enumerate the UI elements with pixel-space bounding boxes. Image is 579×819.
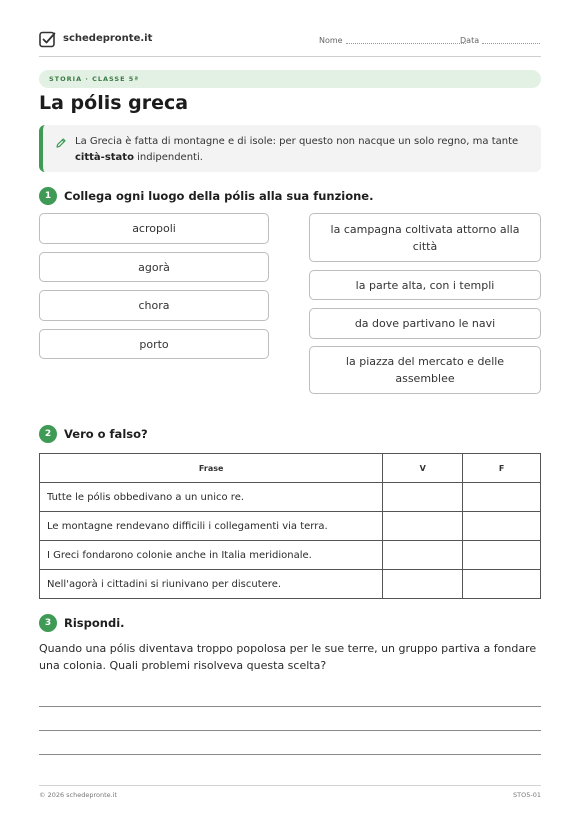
header-divider [39, 56, 541, 57]
section-title: Rispondi. [64, 616, 125, 630]
note-text: La Grecia è fatta di montagne e di isole: per questo non nacque un solo regno, ma tante città-stato indipendenti. [75, 136, 519, 163]
answer-line[interactable] [39, 706, 541, 707]
match-right-item[interactable]: la campagna coltivata attorno alla città [309, 213, 541, 262]
open-question: Quando una pólis diventava troppo popolosa per le sue terre, un gruppo partiva a fondare una colonia. Quali problemi risolveva questa scelta? [39, 642, 537, 672]
answer-line[interactable] [39, 754, 541, 755]
statement-cell: I Greci fondarono colonie anche in Italia meridionale. [40, 541, 383, 570]
false-answer-cell[interactable] [463, 570, 541, 599]
table-row [40, 512, 541, 541]
table-header-row [40, 454, 541, 483]
logo-text: schedepronte.it [63, 33, 153, 44]
true-false-table [39, 453, 541, 599]
subject-badge [39, 70, 541, 88]
statement-cell: Nell'agorà i cittadini si riunivano per discutere. [40, 570, 383, 599]
pencil-icon [55, 137, 67, 149]
column-header-false: F [463, 454, 541, 483]
section-number: 2 [39, 425, 57, 443]
match-left-item[interactable]: acropoli [39, 213, 269, 244]
checkbox-logo-icon [39, 31, 56, 48]
true-answer-cell[interactable] [383, 483, 463, 512]
statement-cell: Tutte le pólis obbedivano a un unico re. [40, 483, 383, 512]
answer-line[interactable] [39, 730, 541, 731]
match-left-item[interactable]: chora [39, 290, 269, 321]
true-answer-cell[interactable] [383, 541, 463, 570]
footer-divider [39, 785, 541, 786]
section-title: Collega ogni luogo della pólis alla sua funzione. [64, 189, 374, 203]
subject-label: STORIA · CLASSE 5ª [49, 75, 139, 83]
column-header-true: V [383, 454, 463, 483]
date-label: Data [460, 36, 480, 45]
match-left-item[interactable]: agorà [39, 252, 269, 282]
table-row [40, 483, 541, 512]
column-header-sentence: Frase [40, 454, 383, 483]
match-right-item[interactable]: da dove partivano le navi [309, 308, 541, 339]
date-field[interactable] [460, 35, 540, 45]
page-title: La pólis greca [39, 92, 189, 114]
name-field[interactable] [319, 35, 466, 45]
footer-code: STO5-01 [513, 791, 541, 799]
name-label: Nome [319, 36, 343, 45]
table-row [40, 541, 541, 570]
true-answer-cell[interactable] [383, 570, 463, 599]
true-answer-cell[interactable] [383, 512, 463, 541]
intro-note [39, 125, 541, 172]
false-answer-cell[interactable] [463, 483, 541, 512]
false-answer-cell[interactable] [463, 541, 541, 570]
table-row [40, 570, 541, 599]
match-right-item[interactable]: la piazza del mercato e delle assemblee [309, 346, 541, 394]
match-left-item[interactable]: porto [39, 329, 269, 359]
false-answer-cell[interactable] [463, 512, 541, 541]
section-number: 1 [39, 187, 57, 205]
statement-cell: Le montagne rendevano difficili i collegamenti via terra. [40, 512, 383, 541]
section-title: Vero o falso? [64, 427, 148, 441]
section-number: 3 [39, 614, 57, 632]
match-right-item[interactable]: la parte alta, con i templi [309, 270, 541, 300]
header-bar [39, 30, 541, 50]
worksheet-page [39, 0, 541, 819]
footer-copyright: © 2026 schedepronte.it [39, 791, 118, 799]
